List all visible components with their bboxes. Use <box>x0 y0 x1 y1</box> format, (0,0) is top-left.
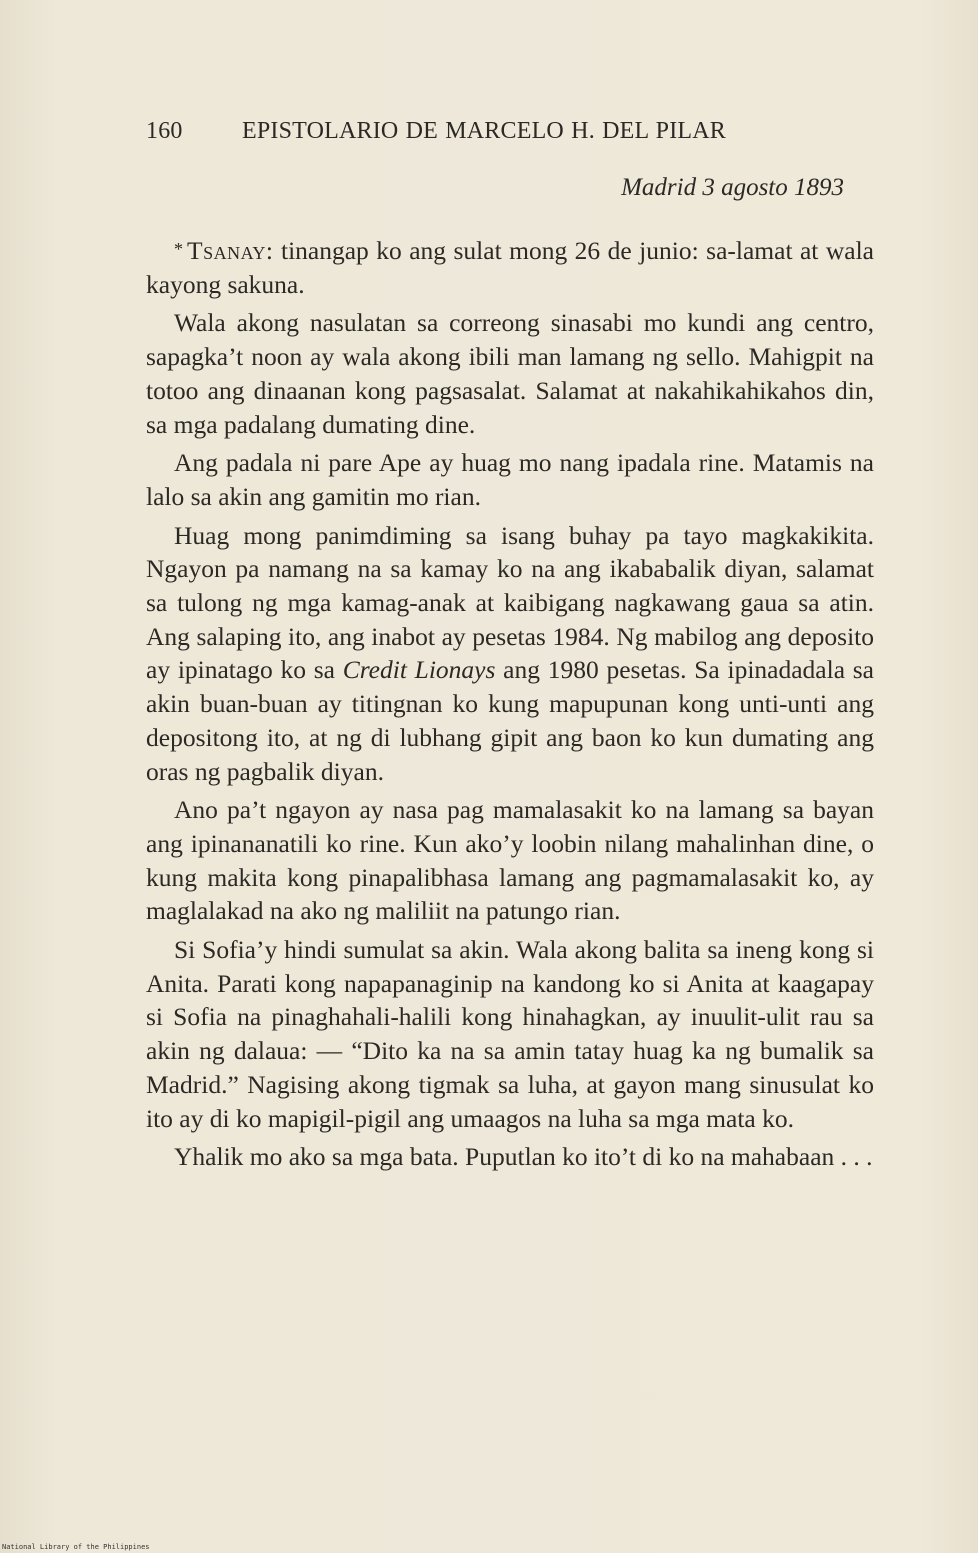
letter-place-date: Madrid 3 agosto 1893 <box>621 174 844 201</box>
credit-lionays: Credit Lionays <box>342 655 496 685</box>
paragraph-4-text-a: Huag mong panimdiming sa isang buhay pa tayo magkakikita. Ngayon pa namang na sa kamay ko na ang ikababalik diyan, salamat sa tulong ng mga kamag-anak at kaibigang nagkawang gaua sa atin. Ang salaping ito, ang inabot ay pesetas 1984. Ng mabilog ang deposito ay ipinatago ko sa <box>146 520 874 685</box>
paragraph-6: Si Sofia’y hindi sumulat sa akin. Wala akong balita sa ineng kong si Anita. Parati kong napapanaginip na kandong ko si Anita at kaagapay si Sofia na pinaghahali-halili kong hinahagkan, ay inuulit-ulit rau sa akin ng dalaua: — “Dito ka na sa amin tatay huag ka ng bumalik sa Madrid.” Nagising akong tigmak sa luha, at gayon mang sinusulat ko ito ay di ko mapigil-pigil ang umaagos na luha sa mga mata ko. <box>146 935 874 1133</box>
footnote-asterisk: * <box>174 239 183 259</box>
salutation: Tsanay: <box>187 236 274 265</box>
page-number: 160 <box>146 118 183 144</box>
paragraph-1-text: tinangap ko ang sulat mong 26 de junio: sa-lamat at wala kayong sakuna. <box>146 236 874 299</box>
running-header <box>146 118 876 152</box>
paragraph-1 <box>146 233 874 301</box>
paragraph-2: Wala akong nasulatan sa correong sinasabi mo kundi ang centro, sapagka’t noon ay wala akong ibili man lamang ng sello. Mahigpit na totoo ang dinaanan kong pagsasalat. Salamat at nakahikahikahos din, sa mga padalang dumating dine. <box>146 308 874 439</box>
running-title: EPISTOLARIO DE MARCELO H. DEL PILAR <box>242 118 726 144</box>
paragraph-5: Ano pa’t ngayon ay nasa pag mamalasakit ko na lamang sa bayan ang ipinananatili ko rine. Kun ako’y loobin nilang mahalinhan dine, o kung makita kong pinapalibhasa lamang ang pagmamalasakit ko, ay maglalakad na ako ng maliliit na patungo rian. <box>146 795 874 926</box>
library-credit: National Library of the Philippines <box>2 1543 150 1551</box>
paragraph-4-text-b: ang 1980 pesetas. Sa ipinadadala sa akin buan-buan ay titingnan ko kung mapupunan kong unti-unti ang depositong ito, at ng di lubhang gipit ang baon ko kun dumating ang oras ng pagbalik diyan. <box>146 655 874 786</box>
paragraph-3: Ang padala ni pare Ape ay huag mo nang ipadala rine. Matamis na lalo sa akin ang gamitin mo rian. <box>146 448 874 511</box>
letter-body <box>146 233 874 1179</box>
paragraph-7: Yhalik mo ako sa mga bata. Puputlan ko ito’t di ko na mahabaan . . . <box>174 1142 873 1172</box>
paragraph-4 <box>146 519 874 789</box>
